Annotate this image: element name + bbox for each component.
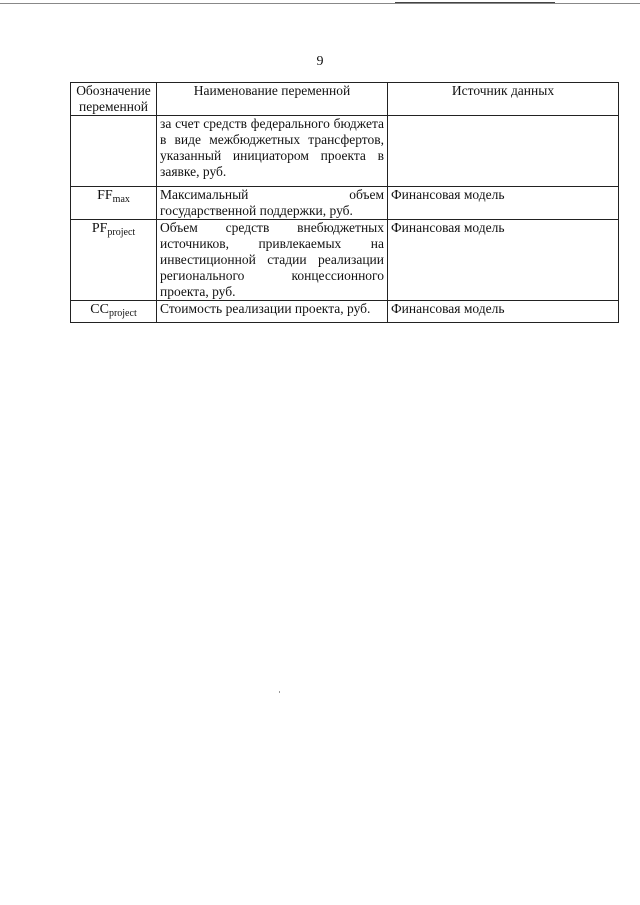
page-number: 9	[316, 54, 324, 69]
table-row	[71, 116, 619, 187]
scan-top-edge-mark	[395, 2, 555, 3]
variables-table	[70, 82, 619, 323]
cell-source: Финансовая модель	[388, 301, 619, 323]
cell-source	[388, 116, 619, 187]
table-row	[71, 187, 619, 220]
cell-symbol	[71, 187, 157, 220]
symbol-subscript: project	[107, 227, 136, 238]
header-source: Источник данных	[388, 83, 619, 116]
table-header-row	[71, 83, 619, 116]
cell-symbol	[71, 116, 157, 187]
cell-symbol	[71, 220, 157, 301]
table-row	[71, 220, 619, 301]
symbol-main: FF	[97, 188, 113, 203]
cell-symbol	[71, 301, 157, 323]
symbol-main: CC	[90, 302, 109, 317]
cell-name: Максимальный объем государственной поддержки, руб.	[157, 187, 388, 220]
cell-source: Финансовая модель	[388, 187, 619, 220]
table-row	[71, 301, 619, 323]
header-symbol: Обозначение переменной	[71, 83, 157, 116]
scan-speck	[279, 691, 280, 693]
cell-name: Стоимость реализации проекта, руб.	[157, 301, 388, 323]
cell-name: за счет средств федерального бюджета в виде межбюджетных трансфертов, указанный инициатором проекта в заявке, руб.	[157, 116, 388, 187]
symbol-main: PF	[91, 221, 108, 236]
symbol-subscript: max	[112, 194, 130, 205]
header-name: Наименование переменной	[157, 83, 388, 116]
cell-source: Финансовая модель	[388, 220, 619, 301]
cell-name: Объем средств внебюджетных источников, привлекаемых на инвестиционной стадии реализации регионального концессионного проекта, руб.	[157, 220, 388, 301]
symbol-subscript: project	[108, 308, 137, 319]
scan-top-edge-line	[0, 3, 640, 4]
